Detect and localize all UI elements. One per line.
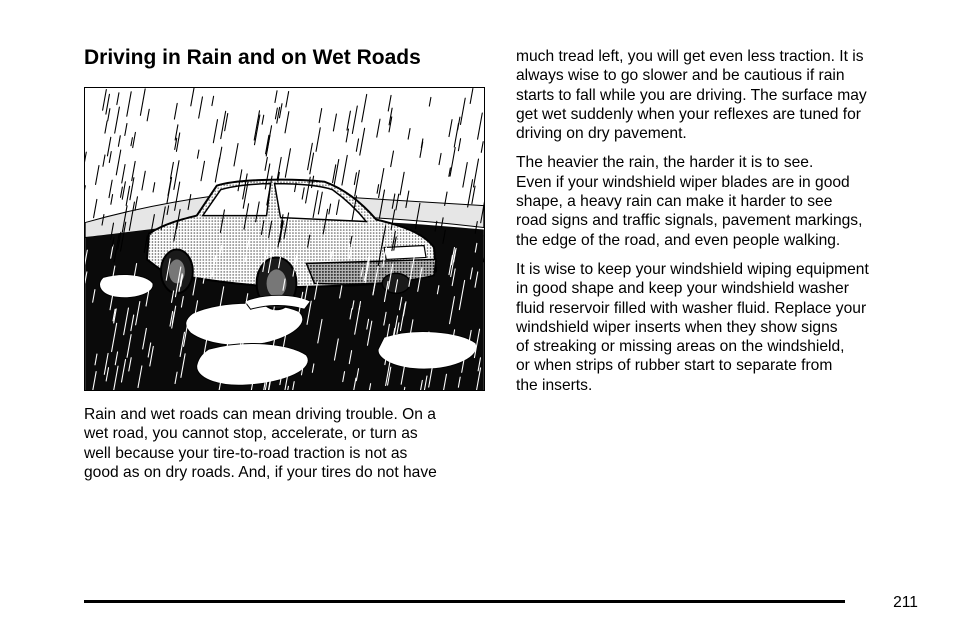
rain-streak [117,93,119,105]
rain-streak [212,96,214,105]
rain-streak [191,88,194,106]
right-column [516,47,926,405]
rain-streak [105,121,107,133]
rain-streak [275,108,277,119]
rain-streak [420,142,423,158]
rain-streak [199,97,203,118]
car-in-rain-illustration [84,87,485,391]
rain-streak [85,152,86,166]
rain-streak [429,97,431,106]
rain-streak [175,125,178,140]
rain-streak [107,137,110,156]
rain-streak [265,157,267,170]
rain-streak [96,166,99,185]
rain-streak [458,139,460,151]
body-paragraph: Rain and wet roads can mean driving trouble. On a wet road, you cannot stop, accelerate, or turn as well because your tire-to-road traction is not as good as on dry roads. And, if your tires do not have [84,406,437,481]
rain-streak [131,138,132,146]
rain-streak [352,106,357,133]
rain-streak [121,187,123,197]
rain-streak [103,90,107,111]
rain-streak [449,120,452,137]
rain-streak [355,170,360,196]
rain-streak [126,186,129,205]
rain-streak [362,94,367,121]
rain-streak [400,172,404,195]
rain-streak [116,150,120,175]
rain-streak [140,89,145,115]
rain-streak [356,139,358,151]
rain-streak [135,197,137,210]
rain-streak [481,142,483,153]
rain-streak [346,129,348,142]
rain-streak [478,113,483,139]
rain-streak [285,112,289,133]
rain-streak [213,120,217,143]
rain-streak [170,162,173,178]
rain-streak [342,155,347,185]
rain-streak [153,183,155,192]
rain-streak [450,148,455,176]
rain-streak [125,124,127,136]
rain-streak [439,153,441,164]
rain-streak [219,147,222,162]
rain-streak [377,185,379,194]
rain-streak [333,114,336,131]
rain-streak [316,128,320,152]
rain-streak [255,115,260,145]
rain-streak [391,151,394,167]
rain-streak [127,92,131,116]
rain-streak [176,133,179,151]
rain-streak [262,115,264,124]
page-heading: Driving in Rain and on Wet Roads [84,46,421,69]
rain-streak [122,165,125,183]
rain-streak [279,104,282,118]
rain-streak [94,199,97,217]
rain-streak [460,98,465,124]
rain-streak [354,173,356,185]
rain-streak [142,171,145,190]
rain-streak [319,109,322,123]
rain-streak [379,169,384,198]
rain-streak [103,155,105,166]
rain-streak [133,132,136,147]
rain-streak [197,150,198,158]
rain-streak [470,89,473,104]
body-paragraph: The heavier the rain, the harder it is to see. Even if your windshield wiper blades are in good shape, a heavy rain can make it harder to see road signs and traffic signals, pavement markings, the edge of the road, and even people walking. [516,154,863,249]
rain-streak [254,111,259,140]
rain-streak [221,111,226,138]
left-column [84,405,489,492]
rain-streak [234,144,238,166]
rain-streak [201,161,204,180]
rain-streak [286,92,289,107]
rain-streak [118,136,120,147]
rain-streak [109,152,111,163]
rain-streak [147,109,149,121]
footer-rule [84,600,845,603]
rain-streak [108,109,110,121]
rain-streak [174,161,179,190]
body-paragraph: It is wise to keep your windshield wiping equipment in good shape and keep your windshield washer fluid reservoir filled with washer fluid. Replace your windshield wiper inserts when they show signs of streaking or missing areas on the windshield, or when strips of rubber start to separate from the inserts. [516,260,869,394]
rain-streak [473,159,478,187]
body-paragraph: much tread left, you will get even less traction. It is always wise to go slower and be cautious if rain starts to fall while you are driving. The surface may get wet suddenly when your reflexes are tuned for driving on dry pavement. [516,48,867,143]
rain-streak [174,103,177,119]
rain-streak [377,119,380,137]
rain-streak [454,123,458,147]
rain-streak [111,194,113,204]
rain-streak [463,163,467,188]
rain-streak [275,91,277,103]
rain-streak [285,149,290,178]
rain-streak [360,128,365,155]
rain-streak [168,179,171,195]
rain-streak [115,107,120,133]
rain-streak [408,129,410,140]
rain-streak [347,111,350,130]
rain-streak [109,180,112,197]
page-number: 211 [893,594,918,611]
rain-streak [388,95,391,111]
rain-streak [472,186,475,204]
rain-streak [122,182,125,199]
